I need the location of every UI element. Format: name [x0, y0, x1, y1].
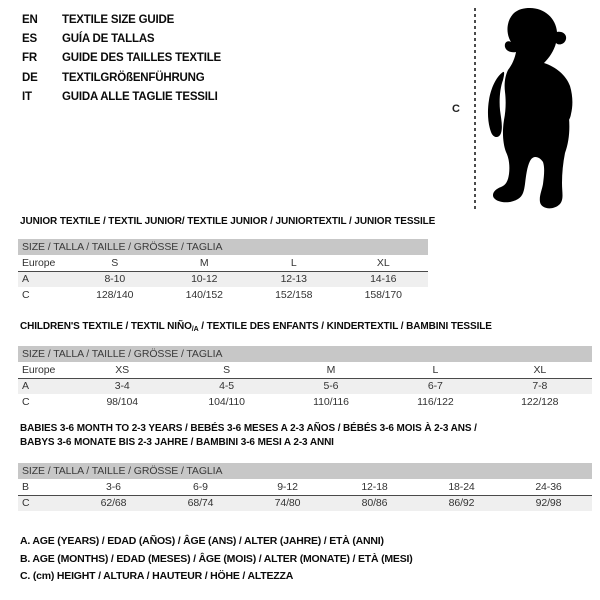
height-measure-dashed-line: [474, 8, 476, 210]
row-label: C: [18, 495, 70, 511]
language-code: FR: [22, 52, 37, 65]
height-cell: 122/128: [521, 396, 559, 408]
row-label: C: [22, 396, 30, 408]
height-cell: 116/122: [417, 396, 454, 408]
age-cell: 7-8: [488, 378, 592, 394]
size-header-row: [18, 346, 592, 362]
table-row-age: [18, 378, 592, 394]
size-header-row: [18, 239, 428, 255]
height-cell: 110/116: [313, 396, 349, 408]
children-title-suffix: / TEXTILE DES ENFANTS / KINDERTEXTIL / BAMBINI TESSILE: [198, 321, 492, 332]
height-cell: 62/68: [70, 495, 157, 511]
table-row-height: [18, 287, 428, 303]
size-cell: S: [70, 255, 160, 271]
language-row-en: [22, 11, 221, 30]
months-cell: 12-18: [331, 479, 418, 495]
height-cell: 74/80: [244, 495, 331, 511]
language-label: GUIDA ALLE TAGLIE TESSILI: [62, 90, 218, 103]
table-row-europe: [18, 362, 592, 378]
age-cell: 3-4: [70, 378, 174, 394]
children-title-subscript: /A: [191, 326, 199, 333]
size-cell: L: [249, 255, 339, 271]
language-row-fr: [22, 49, 221, 68]
size-header-label: SIZE / TALLA / TAILLE / GRÖSSE / TAGLIA: [18, 239, 428, 255]
children-title-prefix: CHILDREN'S TEXTILE / TEXTIL NIÑO: [20, 321, 192, 332]
height-cell: 158/170: [364, 289, 402, 301]
months-cell: 3-6: [70, 479, 157, 495]
months-cell: 18-24: [418, 479, 505, 495]
size-table-children: [18, 346, 592, 410]
height-cell: 104/110: [208, 396, 245, 408]
size-cell: M: [279, 362, 383, 378]
size-cell: XL: [488, 362, 592, 378]
language-code: EN: [22, 14, 38, 26]
size-header-row: [18, 463, 592, 479]
footnote-c: C. (cm) HEIGHT / ALTURA / HAUTEUR / HÖHE / ALTEZZA: [20, 570, 294, 582]
height-cell: 140/152: [185, 289, 223, 301]
size-header-label: SIZE / TALLA / TAILLE / GRÖSSE / TAGLIA: [18, 346, 592, 362]
months-cell: 6-9: [157, 479, 244, 495]
size-cell: L: [383, 362, 487, 378]
months-cell: 24-36: [505, 479, 592, 495]
language-label: GUÍA DE TALLAS: [62, 33, 155, 46]
language-list: [22, 11, 221, 107]
age-cell: 6-7: [383, 378, 487, 394]
footnote-b: B. AGE (MONTHS) / EDAD (MESES) / ÂGE (MOIS) / ALTER (MONATE) / ETÀ (MESI): [20, 552, 413, 565]
language-code: DE: [22, 71, 38, 84]
language-row-it: [22, 88, 221, 107]
measure-label-c: C: [452, 103, 460, 115]
size-cell: M: [160, 255, 250, 271]
row-label: C: [22, 289, 30, 301]
baby-silhouette-icon: [478, 6, 584, 212]
height-cell: 86/92: [418, 495, 505, 511]
babies-title-line1: BABIES 3-6 MONTH TO 2-3 YEARS / BEBÉS 3-6 MESES A 2-3 AÑOS / BÉBÉS 3-6 MOIS À 2-3 ANS /: [20, 423, 477, 434]
height-cell: 128/140: [96, 289, 134, 301]
babies-table-title: [20, 422, 477, 450]
table-row-age: [18, 271, 428, 287]
size-cell: XS: [70, 362, 174, 378]
row-label: A: [18, 378, 70, 394]
size-cell: S: [174, 362, 278, 378]
size-header-label: SIZE / TALLA / TAILLE / GRÖSSE / TAGLIA: [18, 463, 592, 479]
row-label: A: [18, 271, 70, 287]
language-label: GUIDE DES TAILLES TEXTILE: [62, 52, 221, 65]
table-row-months: [18, 479, 592, 495]
age-cell: 4-5: [174, 378, 278, 394]
language-code: IT: [22, 90, 32, 103]
language-label: TEXTILE SIZE GUIDE: [62, 14, 175, 26]
age-cell: 5-6: [279, 378, 383, 394]
children-table-title: [20, 320, 492, 337]
language-row-es: [22, 30, 221, 49]
row-label: Europe: [18, 255, 70, 271]
age-cell: 8-10: [70, 271, 160, 287]
age-cell: 12-13: [249, 271, 339, 287]
table-row-height: [18, 495, 592, 511]
language-label: TEXTILGRÖßENFÜHRUNG: [62, 71, 205, 84]
junior-table-title: JUNIOR TEXTILE / TEXTIL JUNIOR/ TEXTILE JUNIOR / JUNIORTEXTIL / JUNIOR TESSILE: [20, 216, 436, 227]
age-cell: 10-12: [160, 271, 250, 287]
age-cell: 14-16: [339, 271, 429, 287]
table-row-height: [18, 394, 592, 410]
size-table-babies: [18, 463, 592, 511]
language-code: ES: [22, 33, 37, 46]
height-cell: 152/158: [275, 289, 313, 301]
size-table-junior: [18, 239, 428, 303]
height-cell: 92/98: [505, 495, 592, 511]
row-label: B: [18, 479, 70, 495]
height-cell: 68/74: [157, 495, 244, 511]
babies-title-line2: BABYS 3-6 MONATE BIS 2-3 JAHRE / BAMBINI 3-6 MESI A 2-3 ANNI: [20, 437, 334, 448]
months-cell: 9-12: [244, 479, 331, 495]
height-cell: 80/86: [331, 495, 418, 511]
language-row-de: [22, 69, 221, 88]
row-label: Europe: [18, 362, 70, 378]
table-row-europe: [18, 255, 428, 271]
height-cell: 98/104: [106, 396, 138, 408]
footnotes: [20, 533, 413, 586]
footnote-a: A. AGE (YEARS) / EDAD (AÑOS) / ÂGE (ANS) / ALTER (JAHRE) / ETÀ (ANNI): [20, 535, 384, 547]
size-cell: XL: [339, 255, 429, 271]
